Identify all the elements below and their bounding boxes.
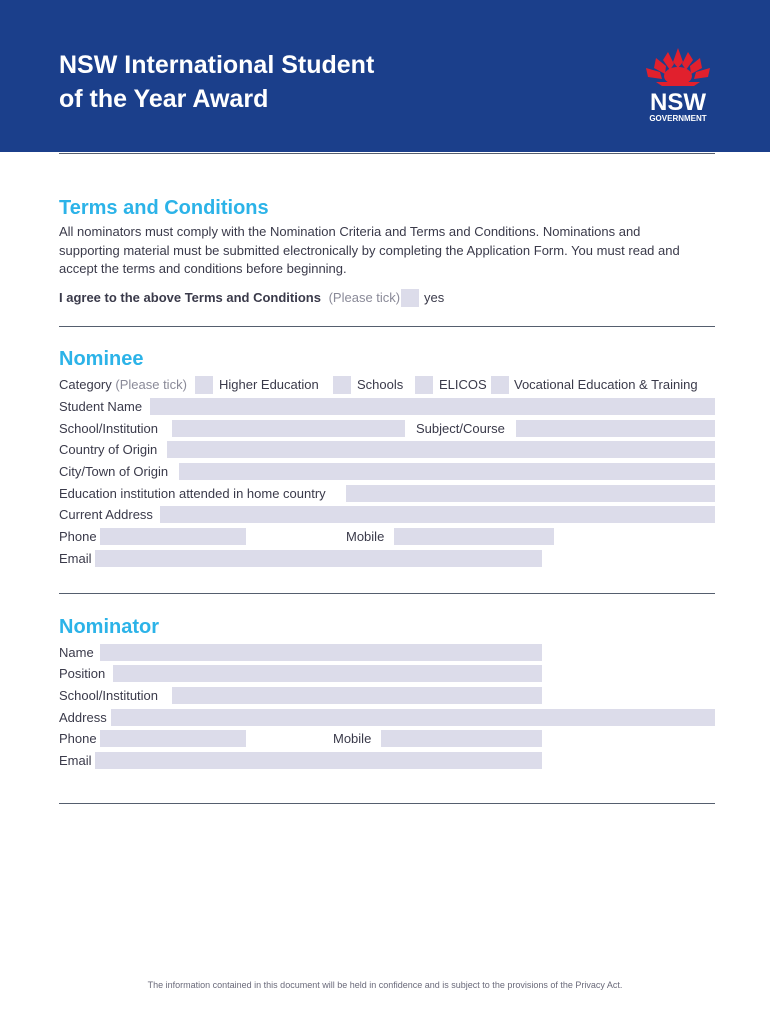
nominee-mobile-field[interactable] — [394, 528, 554, 545]
title-line-1: NSW International Student — [59, 51, 375, 79]
nominator-phone-field[interactable] — [100, 730, 246, 747]
nominee-phone-field[interactable] — [100, 528, 246, 545]
agree-checkbox[interactable] — [401, 289, 419, 307]
country-of-origin-label: Country of Origin — [59, 442, 158, 457]
terms-paragraph-line-1: All nominators must comply with the Nomination Criteria and Terms and Conditions. Nominations and — [59, 224, 641, 239]
student-name-field[interactable] — [150, 398, 715, 415]
nominee-email-field[interactable] — [95, 550, 542, 567]
nominator-heading: Nominator — [59, 616, 159, 638]
category-checkbox-vet[interactable] — [491, 376, 509, 394]
category-checkbox-higher-education[interactable] — [195, 376, 213, 394]
nominator-address-label: Address — [59, 710, 107, 725]
nominator-phone-label: Phone — [59, 731, 97, 746]
terms-heading: Terms and Conditions — [59, 197, 269, 219]
terms-paragraph — [59, 223, 715, 279]
agree-label-row — [59, 290, 400, 305]
city-of-origin-label: City/Town of Origin — [59, 464, 169, 479]
nominator-position-field[interactable] — [113, 665, 542, 682]
agree-hint: (Please tick) — [328, 290, 401, 305]
header-divider — [59, 153, 715, 154]
nominator-position-label: Position — [59, 666, 106, 681]
category-option-elicos: ELICOS — [439, 377, 487, 392]
category-checkbox-elicos[interactable] — [415, 376, 433, 394]
terms-paragraph-line-2: supporting material must be submitted electronically by completing the Application Form. You must read and — [59, 242, 680, 258]
category-label: Category — [59, 377, 112, 392]
nominee-divider — [59, 593, 715, 594]
category-option-vet: Vocational Education & Training — [514, 377, 698, 392]
nominee-phone-label: Phone — [59, 529, 97, 544]
logo-government-text: GOVERNMENT — [649, 114, 707, 123]
nominee-school-label: School/Institution — [59, 421, 159, 436]
nominator-mobile-label: Mobile — [333, 731, 372, 746]
category-checkbox-schools[interactable] — [333, 376, 351, 394]
terms-paragraph-line-3: accept the terms and conditions before beginning. — [59, 261, 347, 276]
category-label-row — [59, 377, 187, 392]
nominator-school-label: School/Institution — [59, 688, 159, 703]
home-education-field[interactable] — [346, 485, 715, 502]
nsw-government-logo-icon — [638, 46, 718, 124]
logo-nsw-text: NSW — [650, 89, 706, 116]
current-address-field[interactable] — [160, 506, 715, 523]
nominee-mobile-label: Mobile — [346, 529, 385, 544]
student-name-label: Student Name — [59, 399, 143, 414]
nominator-email-label: Email — [59, 753, 92, 768]
category-hint: (Please tick) — [115, 377, 187, 392]
nominator-email-field[interactable] — [95, 752, 542, 769]
nominator-school-field[interactable] — [172, 687, 542, 704]
privacy-footer: The information contained in this document will be held in confidence and is subject to the provisions of the Privacy Act. — [147, 980, 623, 990]
page-header — [0, 0, 770, 152]
terms-divider — [59, 326, 715, 327]
nominee-school-field[interactable] — [172, 420, 405, 437]
subject-course-field[interactable] — [516, 420, 715, 437]
page-title — [59, 48, 374, 116]
nominator-mobile-field[interactable] — [381, 730, 542, 747]
nominee-heading: Nominee — [59, 348, 144, 370]
city-of-origin-field[interactable] — [179, 463, 715, 480]
subject-course-label: Subject/Course — [416, 421, 505, 436]
nominator-divider — [59, 803, 715, 804]
current-address-label: Current Address — [59, 507, 153, 522]
country-of-origin-field[interactable] — [167, 441, 715, 458]
nominee-email-label: Email — [59, 551, 92, 566]
category-option-schools: Schools — [357, 377, 404, 392]
home-education-label: Education institution attended in home country — [59, 486, 326, 501]
nominator-address-field[interactable] — [111, 709, 715, 726]
nominator-name-field[interactable] — [100, 644, 542, 661]
nominator-name-label: Name — [59, 645, 94, 660]
title-line-2: of the Year Award — [59, 85, 269, 113]
category-option-higher-education: Higher Education — [219, 377, 319, 392]
agree-yes-label: yes — [424, 290, 445, 305]
agree-label: I agree to the above Terms and Conditions — [59, 290, 321, 305]
